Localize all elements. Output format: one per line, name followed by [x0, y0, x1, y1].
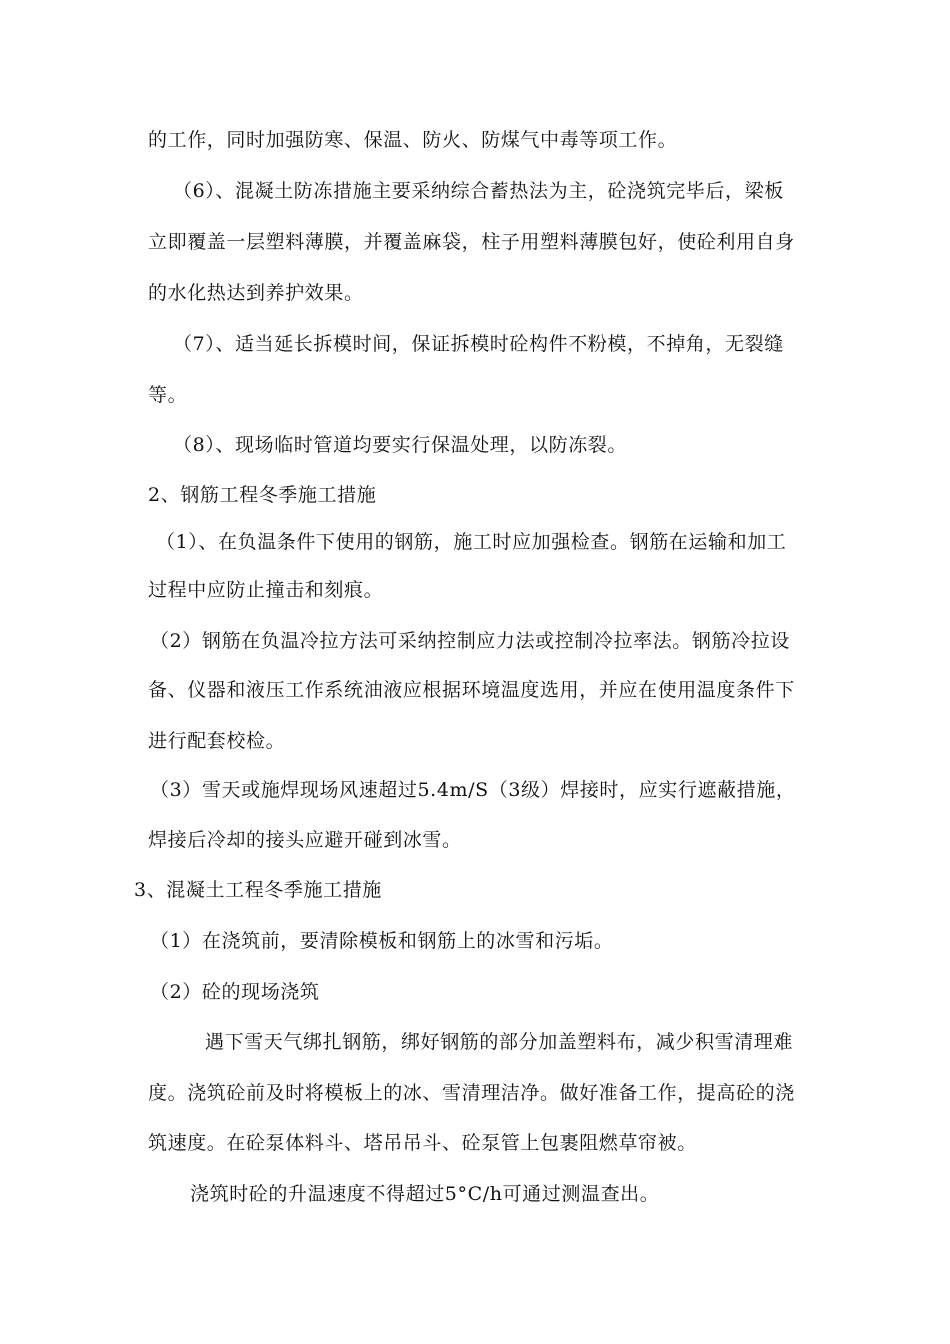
text-line: 的水化热达到养护效果。 — [148, 282, 364, 304]
text-line: 备、仪器和液压工作系统油液应根据环境温度选用，并应在使用温度条件下 — [148, 679, 795, 701]
text-line: 进行配套校检。 — [148, 730, 286, 752]
text-line: 筑速度。在砼泵体料斗、塔吊吊斗、砼泵管上包裹阻燃草帘被。 — [148, 1132, 697, 1154]
section-heading: 2、钢筋工程冬季施工措施 — [148, 484, 377, 506]
text-line: （7）、适当延长拆模时间，保证拆模时砼构件不粉模，不掉角，无裂缝 — [173, 333, 784, 355]
text-line: 的工作，同时加强防寒、保温、防火、防煤气中毒等项工作。 — [148, 129, 678, 151]
text-line: （2）砼的现场浇筑 — [150, 981, 320, 1003]
text-line: 焊接后冷却的接头应避开碰到冰雪。 — [148, 829, 462, 851]
text-line: 度。浇筑砼前及时将模板上的冰、雪清理洁净。做好准备工作，提高砼的浇 — [148, 1082, 795, 1104]
text-line: （1）、在负温条件下使用的钢筋，施工时应加强检查。钢筋在运输和加工 — [156, 531, 787, 553]
text-line: （1）在浇筑前，要清除模板和钢筋上的冰雪和污垢。 — [150, 930, 614, 952]
text-line: 过程中应防止撞击和刻痕。 — [148, 579, 384, 601]
text-line: 立即覆盖一层塑料薄膜，并覆盖麻袋，柱子用塑料薄膜包好，使砼利用自身 — [148, 231, 795, 253]
text-line: 浇筑时砼的升温速度不得超过5°C/h可通过测温查出。 — [190, 1183, 660, 1205]
text-line: （8）、现场临时管道均要实行保温处理，以防冻裂。 — [173, 434, 627, 456]
text-line: （2）钢筋在负温冷拉方法可采纳控制应力法或控制冷拉率法。钢筋冷拉设 — [150, 630, 790, 652]
text-line: 遇下雪天气绑扎钢筋，绑好钢筋的部分加盖塑料布，减少积雪清理难 — [205, 1031, 794, 1053]
text-line: 等。 — [148, 384, 188, 406]
text-line: （6）、混凝土防冻措施主要采纳综合蓄热法为主，砼浇筑完毕后，梁板 — [173, 180, 784, 202]
text-line: （3）雪天或施焊现场风速超过5.4m/S（3级）焊接时，应实行遮蔽措施， — [150, 779, 796, 801]
section-heading: 3、混凝土工程冬季施工措施 — [134, 879, 382, 901]
